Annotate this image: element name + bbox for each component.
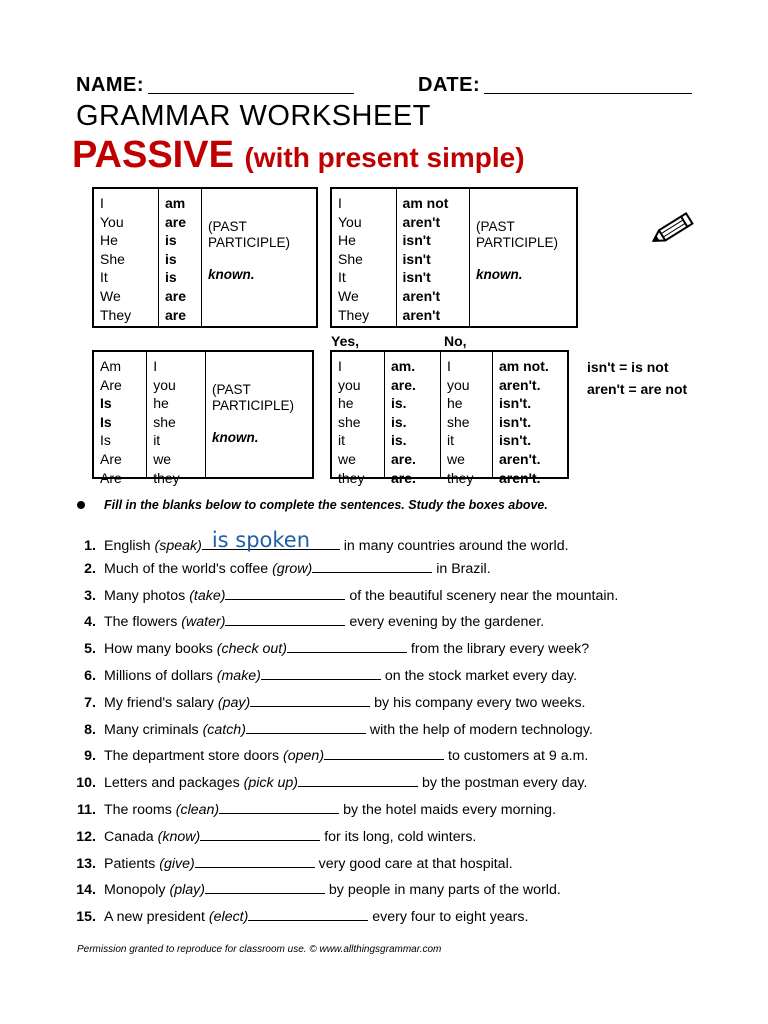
yes-label: Yes, bbox=[331, 333, 360, 349]
answer-blank[interactable] bbox=[248, 909, 368, 921]
answer-blank[interactable] bbox=[246, 722, 366, 734]
question-verb: (water) bbox=[181, 614, 226, 631]
question-number: 4. bbox=[84, 614, 96, 631]
question-ending: of the beautiful scenery near the mountain. bbox=[349, 587, 619, 604]
question-number: 12. bbox=[76, 828, 96, 845]
question-text: A new president bbox=[104, 909, 205, 926]
question-number: 14. bbox=[76, 882, 96, 899]
affirmative-subjects: I You He She It We They bbox=[100, 195, 132, 323]
question-ending: by people in many parts of the world. bbox=[328, 882, 561, 899]
question-subjects: I you he she it we they bbox=[146, 352, 205, 477]
question-text: Canada bbox=[104, 828, 154, 845]
question-item bbox=[70, 528, 730, 554]
question-ending: with the help of modern technology. bbox=[369, 721, 593, 738]
question-text: My friend's salary bbox=[104, 694, 214, 711]
question-number: 13. bbox=[76, 855, 96, 872]
question-verb: (give) bbox=[159, 855, 195, 872]
date-label: DATE: bbox=[418, 74, 481, 96]
bullet-icon bbox=[77, 501, 85, 509]
question-item bbox=[70, 856, 730, 872]
answer-blank[interactable] bbox=[202, 528, 340, 552]
answer-handwritten: is spoken bbox=[211, 528, 311, 552]
question-number: 7. bbox=[84, 694, 96, 711]
question-text: English bbox=[104, 538, 151, 554]
answer-blank[interactable] bbox=[298, 775, 418, 787]
question-verb: (clean) bbox=[175, 802, 220, 818]
question-verb: (pick up) bbox=[243, 775, 299, 792]
question-item bbox=[70, 561, 730, 577]
worksheet-title: GRAMMAR WORKSHEET bbox=[76, 100, 431, 132]
short-answer-box bbox=[330, 350, 569, 486]
question-item bbox=[70, 802, 730, 818]
question-verb: (grow) bbox=[272, 560, 313, 577]
negative-verbs: am not aren't isn't isn't isn't aren't aren't bbox=[396, 189, 469, 326]
answer-blank[interactable] bbox=[324, 748, 444, 760]
question-verb: (catch) bbox=[202, 721, 246, 738]
answer-blank[interactable] bbox=[205, 882, 325, 894]
question-ending: in Brazil. bbox=[436, 560, 491, 577]
question-number: 1. bbox=[84, 538, 96, 554]
question-number: 8. bbox=[84, 721, 96, 738]
answer-blank[interactable] bbox=[225, 614, 345, 626]
question-text: Patients bbox=[104, 855, 156, 872]
question-number: 15. bbox=[76, 909, 96, 926]
question-item bbox=[70, 588, 730, 604]
note-arent: aren't = are not bbox=[587, 381, 688, 397]
question-number: 10. bbox=[76, 775, 96, 792]
pencil-icon bbox=[646, 208, 702, 248]
question-number: 5. bbox=[84, 641, 96, 658]
question-participle: (PAST PARTICIPLE) known. bbox=[205, 352, 312, 477]
no-label: No, bbox=[444, 333, 467, 349]
question-item bbox=[70, 614, 730, 630]
question-verb: (know) bbox=[157, 828, 201, 845]
answer-blank[interactable] bbox=[225, 588, 345, 600]
answer-blank[interactable] bbox=[195, 856, 315, 868]
question-ending: by the hotel maids every morning. bbox=[343, 802, 557, 818]
question-ending: to customers at 9 a.m. bbox=[448, 748, 589, 765]
question-text: The department store doors bbox=[104, 748, 280, 765]
note-isnt: isn't = is not bbox=[587, 359, 669, 375]
question-verbs: Am Are Is Is Is Are Are bbox=[100, 358, 122, 486]
question-ending: by the postman every day. bbox=[421, 775, 588, 792]
question-verb: (pay) bbox=[217, 694, 251, 711]
question-text: Many criminals bbox=[104, 721, 199, 738]
question-text: How many books bbox=[104, 641, 213, 658]
answer-blank[interactable] bbox=[250, 695, 370, 707]
question-number: 2. bbox=[84, 560, 96, 577]
negative-participle: (PAST PARTICIPLE) known. bbox=[469, 189, 576, 326]
name-field[interactable] bbox=[148, 93, 354, 94]
question-text: Much of the world's coffee bbox=[104, 560, 269, 577]
question-ending: every evening by the gardener. bbox=[349, 614, 545, 631]
question-item bbox=[70, 748, 730, 764]
question-verb: (take) bbox=[189, 587, 226, 604]
affirmative-participle: (PAST PARTICIPLE) known. bbox=[201, 189, 316, 326]
answer-blank[interactable] bbox=[200, 829, 320, 841]
no-subjects: I you he she it we they bbox=[440, 352, 492, 477]
answer-blank[interactable] bbox=[219, 802, 339, 814]
yes-subjects: I you he she it we they bbox=[338, 358, 365, 486]
question-text: Letters and packages bbox=[104, 775, 240, 792]
question-item bbox=[70, 695, 730, 711]
question-verb: (elect) bbox=[208, 909, 249, 926]
question-ending: in many countries around the world. bbox=[343, 538, 569, 554]
no-verbs: am not. aren't. isn't. isn't. isn't. aren't. aren't. bbox=[492, 352, 567, 477]
question-item bbox=[70, 722, 730, 738]
question-ending: very good care at that hospital. bbox=[318, 855, 513, 872]
question-verb: (make) bbox=[216, 668, 261, 684]
answer-blank[interactable] bbox=[287, 641, 407, 653]
question-box bbox=[92, 350, 314, 486]
question-verb: (check out) bbox=[216, 641, 287, 658]
footer-credit: Permission granted to reproduce for classroom use. © www.allthingsgrammar.com bbox=[77, 944, 442, 955]
question-item bbox=[70, 668, 730, 684]
question-text: Monopoly bbox=[104, 882, 166, 899]
question-number: 3. bbox=[84, 587, 96, 604]
question-number: 6. bbox=[84, 668, 96, 684]
question-ending: for its long, cold winters. bbox=[324, 828, 477, 845]
question-ending: from the library every week? bbox=[410, 641, 590, 658]
negative-box bbox=[330, 187, 578, 328]
question-ending: every four to eight years. bbox=[372, 909, 529, 926]
question-item bbox=[70, 882, 730, 898]
question-item bbox=[70, 909, 730, 925]
yes-verbs: am. are. is. is. is. are. are. bbox=[384, 352, 440, 477]
name-label: NAME: bbox=[76, 74, 145, 96]
question-text: The rooms bbox=[104, 802, 172, 818]
question-ending: on the stock market every day. bbox=[384, 668, 578, 684]
question-text: The flowers bbox=[104, 614, 178, 631]
question-number: 11. bbox=[77, 802, 96, 818]
question-verb: (play) bbox=[169, 882, 205, 899]
answer-blank[interactable] bbox=[261, 668, 381, 680]
question-text: Millions of dollars bbox=[104, 668, 213, 684]
question-verb: (speak) bbox=[154, 538, 202, 554]
negative-subjects: I You He She It We They bbox=[338, 195, 370, 323]
affirmative-verbs: am are is is is are are bbox=[158, 189, 201, 326]
question-text: Many photos bbox=[104, 587, 186, 604]
answer-blank[interactable] bbox=[312, 561, 432, 573]
affirmative-box bbox=[92, 187, 318, 328]
question-ending: by his company every two weeks. bbox=[374, 694, 586, 711]
passive-title: PASSIVE (with present simple) bbox=[72, 134, 525, 176]
date-field[interactable] bbox=[484, 93, 692, 94]
instructions: Fill in the blanks below to complete the sentences. Study the boxes above. bbox=[104, 498, 548, 512]
question-item bbox=[70, 829, 730, 845]
question-number: 9. bbox=[84, 748, 96, 765]
question-verb: (open) bbox=[283, 748, 325, 765]
question-item bbox=[70, 641, 730, 657]
question-item bbox=[70, 775, 730, 791]
